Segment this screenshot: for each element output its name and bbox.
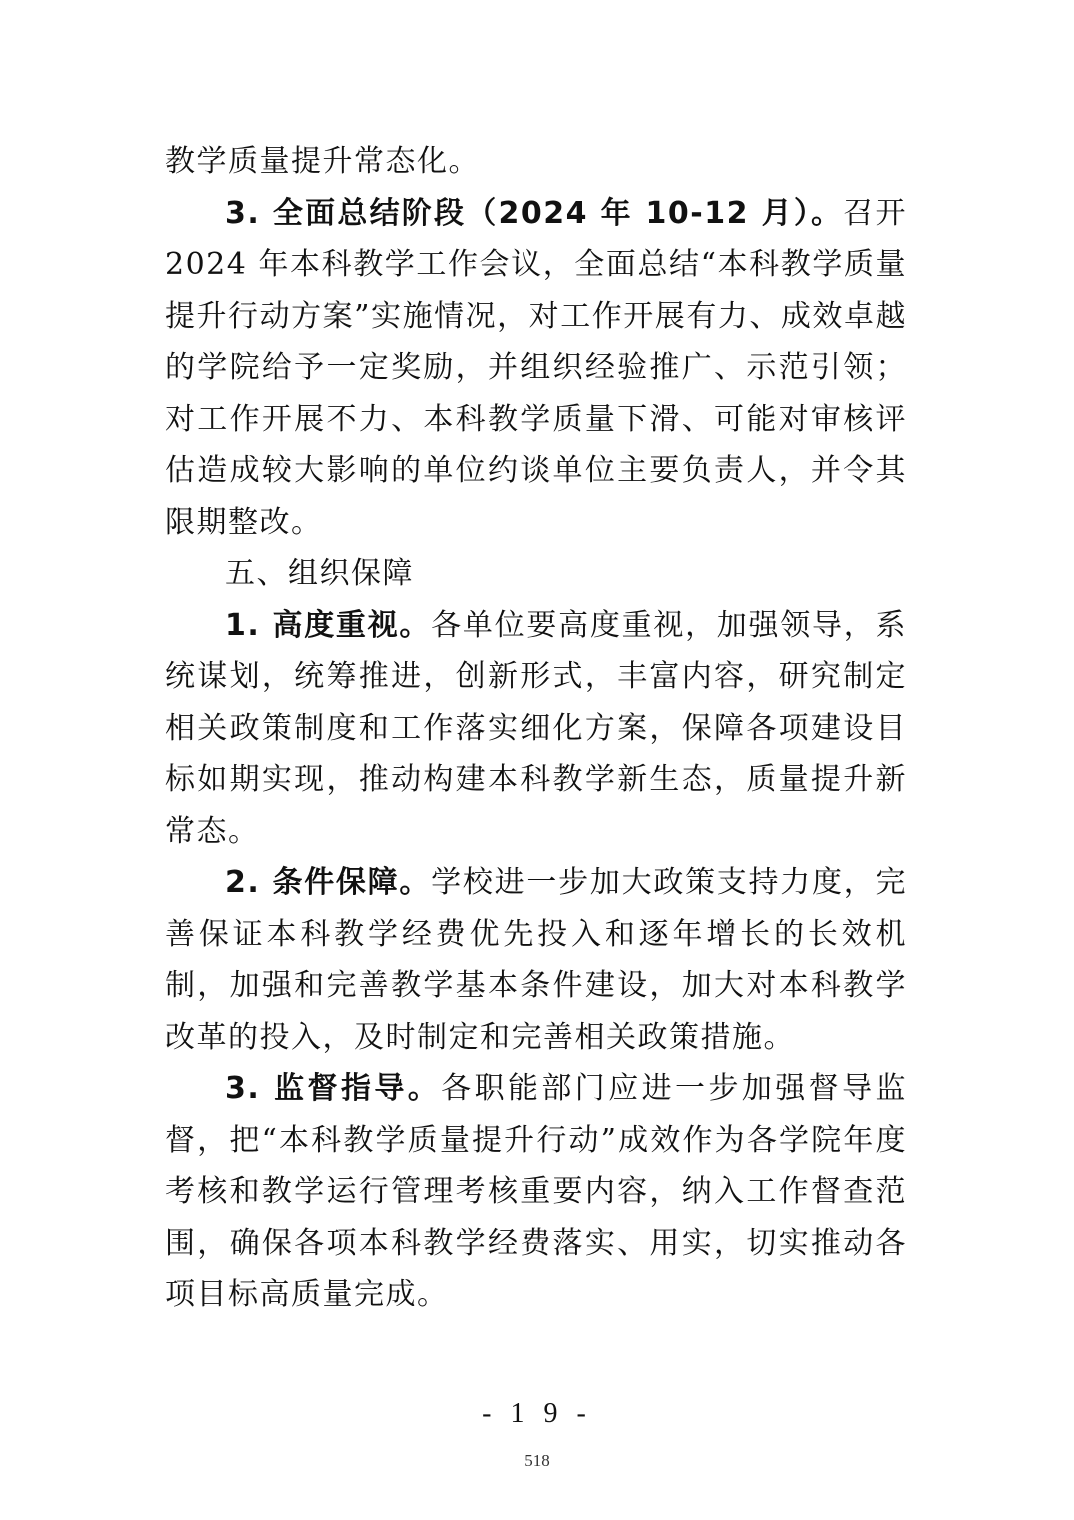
paragraph-lead: 1. 高度重视。 — [225, 607, 432, 643]
paragraph-text: 召开 2024 年本科教学工作会议，全面总结“本科教学质量提升行动方案”实施情况，对工作开展有力、成效卓越的学院给予一定奖励，并组织经验推广、示范引领；对工作开展不力、本科教学质量下滑、可能对审核评估造成较大影响的单位约谈单位主要负责人，并令其限期整改。 — [165, 195, 907, 540]
paragraph-high-attention — [165, 600, 907, 858]
paragraph-summary-stage — [165, 188, 907, 549]
paragraph-lead: 3. 全面总结阶段（2024 年 10-12 月）。 — [225, 195, 844, 231]
paragraph-text: 各单位要高度重视，加强领导，系统谋划，统筹推进，创新形式，丰富内容，研究制定相关政策制度和工作落实细化方案，保障各项建设目标如期实现，推动构建本科教学新生态，质量提升新常态。 — [165, 607, 908, 849]
page-number: - 1 9 - — [482, 1398, 592, 1429]
section-heading: 五、组织保障 — [225, 556, 414, 591]
document-number: 518 — [524, 1451, 550, 1470]
paragraph-lead: 2. 条件保障。 — [225, 865, 432, 900]
paragraph-text: 教学质量提升常态化。 — [165, 144, 480, 179]
paragraph-lead: 3. 监督指导。 — [225, 1071, 442, 1106]
paragraph-conditions — [165, 857, 907, 1063]
paragraph-text: 各职能部门应进一步加强督导监督，把“本科教学质量提升行动”成效作为各学院年度考核和教学运行管理考核重要内容，纳入工作督查范围，确保各项本科教学经费落实、用实，切实推动各项目标高质量完成。 — [165, 1071, 907, 1312]
paragraph-text: 学校进一步加大政策支持力度，完善保证本科教学经费优先投入和逐年增长的长效机制，加强和完善教学基本条件建设，加大对本科教学改革的投入，及时制定和完善相关政策措施。 — [165, 865, 908, 1055]
paragraph-continuation — [165, 136, 907, 188]
document-body — [165, 136, 907, 1321]
paragraph-supervision — [165, 1063, 907, 1321]
